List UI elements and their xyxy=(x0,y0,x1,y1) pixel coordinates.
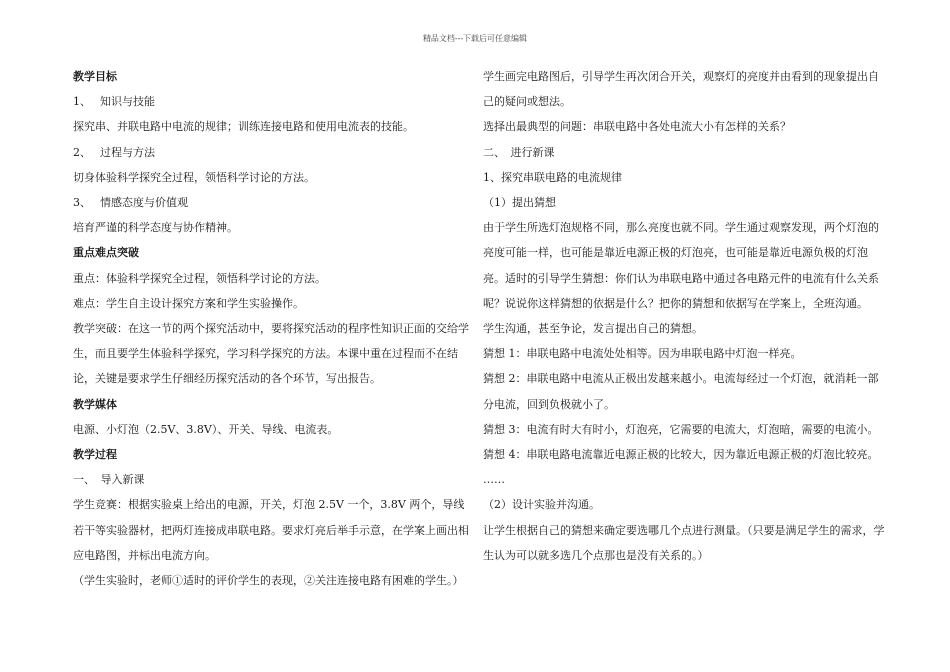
right-paragraph: （1）提出猜想 xyxy=(483,196,556,210)
left-paragraph: 学生竞赛：根据实验桌上给出的电源，开关，灯泡 2.5V 一个，3.8V 两个，导线若干等实验器材，把两灯连接成串联电路。要求灯亮后举手示意，在学案上画出相应电路图，并标出电流方向。 xyxy=(73,498,469,562)
right-paragraph: 学生沟通，甚至争论，发言提出自己的猜想。 xyxy=(483,322,703,336)
right-paragraph: 猜想 2：串联电路中电流从正极出发越来越小。电流每经过一个灯泡，就消耗一部分电流，回到负极就小了。 xyxy=(483,372,879,411)
left-paragraph: 3、 情感态度与价值观 xyxy=(73,196,188,210)
left-heading: 重点难点突破 xyxy=(73,246,139,260)
right-paragraph: 1、探究串联电路的电流规律 xyxy=(483,170,622,184)
left-paragraph: （学生实验时，老师①适时的评价学生的表现，②关注连接电路有困难的学生。） xyxy=(73,574,464,588)
left-heading: 教学过程 xyxy=(73,448,117,462)
left-heading: 教学媒体 xyxy=(73,397,117,411)
left-paragraph: 2、 过程与方法 xyxy=(73,145,155,159)
right-paragraph: 猜想 3：电流有时大有时小，灯泡亮，它需要的电流大，灯泡暗，需要的电流小。 xyxy=(483,422,879,436)
left-paragraph: 难点：学生自主设计探究方案和学生实验操作。 xyxy=(73,296,304,310)
right-paragraph: 学生画完电路图后，引导学生再次闭合开关，观察灯的亮度并由看到的现象提出自己的疑问或想法。 xyxy=(483,70,879,109)
right-paragraph: 二、 进行新课 xyxy=(483,145,555,159)
left-paragraph: 培育严谨的科学态度与协作精神。 xyxy=(73,221,238,235)
right-column xyxy=(483,64,888,568)
left-heading: 教学目标 xyxy=(73,70,117,83)
right-paragraph: （2）设计实验并沟通。 xyxy=(483,498,600,512)
left-paragraph: 电源、小灯泡（2.5V、3.8V）、开关、导线、电流表。 xyxy=(73,422,339,436)
left-paragraph: 切身体验科学探究全过程，领悟科学讨论的方法。 xyxy=(73,170,315,184)
left-paragraph: 教学突破：在这一节的两个探究活动中，要将探究活动的程序性知识正面的交给学生，而且要学生体验科学探究，学习科学探究的方法。本课中重在过程而不在结论，关键是要求学生仔细经历探究活动的各个环节，写出报告。 xyxy=(73,322,469,386)
left-paragraph: 1、 知识与技能 xyxy=(73,95,155,109)
right-paragraph: …… xyxy=(483,473,505,487)
left-paragraph: 重点：体验科学探究全过程，领悟科学讨论的方法。 xyxy=(73,271,326,285)
left-paragraph: 一、 导入新课 xyxy=(73,473,145,487)
right-paragraph: 猜想 1：串联电路中电流处处相等。因为串联电路中灯泡一样亮。 xyxy=(483,347,802,361)
page-header: 精品文档---下载后可任意编辑 xyxy=(422,34,528,43)
left-column xyxy=(73,64,473,593)
right-paragraph: 猜想 4：串联电路电流靠近电源正极的比较大，因为靠近电源正极的灯泡比较亮。 xyxy=(483,448,879,462)
right-paragraph: 由于学生所选灯泡规格不同，那么亮度也就不同。学生通过观察发现，两个灯泡的亮度可能一样，也可能是靠近电源正极的灯泡亮，也可能是靠近电源负极的灯泡亮。适时的引导学生猜想：你们认为串联电路中通过各电路元件的电流有什么关系呢？说说你这样猜想的依据是什么？把你的猜想和依据写在学案上，全班沟通。 xyxy=(483,221,879,310)
right-paragraph: 选择出最典型的问题：串联电路中各处电流大小有怎样的关系？ xyxy=(483,120,791,134)
right-paragraph: 让学生根据自己的猜想来确定要选哪几个点进行测量。（只要是满足学生的需求，学生认为可以就多选几个点那也是没有关系的。） xyxy=(483,523,885,562)
left-paragraph: 探究串、并联电路中电流的规律；训练连接电路和使用电流表的技能。 xyxy=(73,120,414,134)
